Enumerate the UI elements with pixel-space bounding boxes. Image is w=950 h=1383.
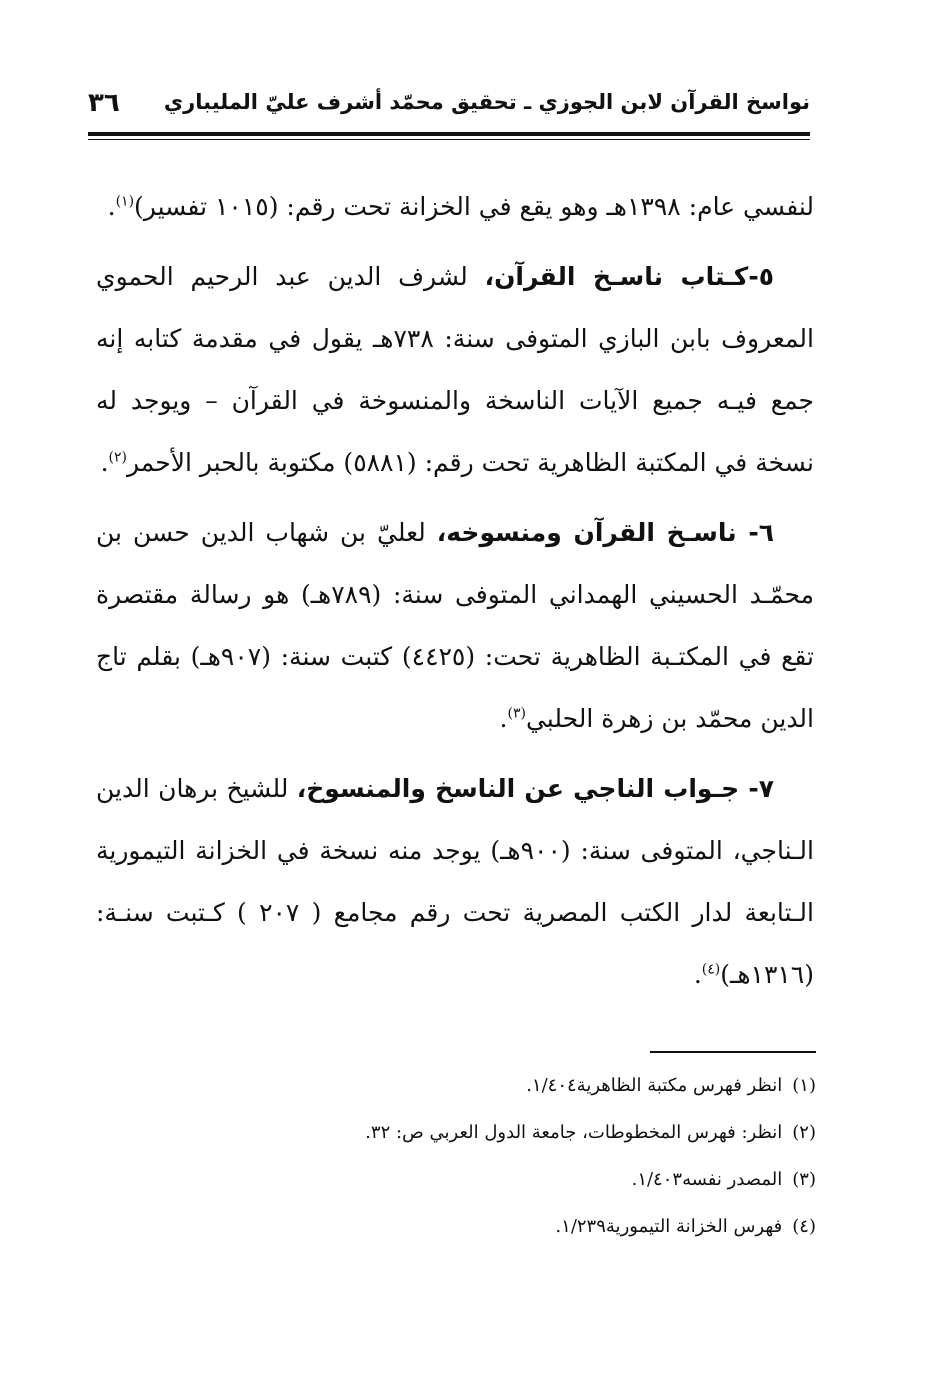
paragraph-3-end: . xyxy=(499,704,508,733)
paragraph-4 xyxy=(96,758,814,1006)
paragraph-2 xyxy=(96,246,814,494)
paragraph-3-lead: ٦- ناسـخ القرآن ومنسوخه، xyxy=(436,518,774,547)
footnote-separator xyxy=(650,1051,816,1053)
paragraph-2-text: لشرف الدين عبد الرحيم الحموي المعروف بابن البازي المتوفى سنة: ٧٣٨هـ يقول في مقدمة كتابه إنه جمع فيـه جميع الآيات الناسخة والمنسوخة في القرآن – ويوجد له نسخة في المكتبة الظاهرية تحت رقم: (٥٨٨١) مكتوبة بالحبر الأحمر xyxy=(96,262,814,477)
footnote-3-text: المصدر نفسه١/٤٠٣. xyxy=(631,1169,783,1190)
footnote-4 xyxy=(96,1203,816,1250)
body-text xyxy=(96,176,814,1014)
paragraph-2-end: . xyxy=(100,448,109,477)
paragraph-4-lead: ٧- جـواب الناجي عن الناسخ والمنسوخ، xyxy=(296,774,774,803)
footnote-1-number: (١) xyxy=(792,1075,816,1096)
header-rule-thick xyxy=(88,132,810,136)
footnote-4-number: (٤) xyxy=(792,1216,816,1237)
paragraph-2-lead: ٥-كـتاب ناسـخ القرآن، xyxy=(484,262,774,291)
running-header xyxy=(88,86,810,130)
footnote-2 xyxy=(96,1109,816,1156)
paragraph-1 xyxy=(96,176,814,238)
footnote-1-text: انظر فهرس مكتبة الظاهرية١/٤٠٤. xyxy=(526,1075,783,1096)
footnotes xyxy=(96,1062,816,1250)
footnote-4-text: فهرس الخزانة التيمورية١/٢٣٩. xyxy=(555,1216,783,1237)
paragraph-3-note: (٣) xyxy=(507,705,526,722)
paragraph-3 xyxy=(96,502,814,750)
footnote-3 xyxy=(96,1156,816,1203)
paragraph-1-end: . xyxy=(107,192,116,221)
paragraph-1-text: لنفسي عام: ١٣٩٨هـ وهو يقع في الخزانة تحت رقم: (١٠١٥ تفسير) xyxy=(134,192,814,221)
footnote-2-number: (٢) xyxy=(792,1122,816,1143)
footnote-1 xyxy=(96,1062,816,1109)
header-title: نواسخ القرآن لابن الجوزي ـ تحقيق محمّد أشرف عليّ المليباري xyxy=(163,90,810,114)
paragraph-2-note: (٢) xyxy=(108,449,127,466)
header-rule-thin xyxy=(88,139,810,140)
page-number: ٣٦ xyxy=(88,88,120,118)
footnote-3-number: (٣) xyxy=(792,1169,816,1190)
paragraph-3-text: لعليّ بن شهاب الدين حسن بن محمّـد الحسيني الهمداني المتوفى سنة: (٧٨٩هـ) هو رسالة مقتصرة تقع في المكتـبة الظاهرية تحت: (٤٤٢٥) كتبت سنة: (٩٠٧هـ) بقلم تاج الدين محمّد بن زهرة الحلبي xyxy=(96,518,815,733)
paragraph-4-note: (٤) xyxy=(701,961,721,978)
paragraph-4-text: للشيخ برهان الدين الـناجي، المتوفى سنة: (٩٠٠هـ) يوجد منه نسخة في الخزانة التيمورية الـتابعة لدار الكتب المصرية تحت رقم مجامع ( ٢٠٧ ) كـتبت سنـة: (١٣١٦هـ) xyxy=(96,774,814,989)
paragraph-4-end: . xyxy=(693,960,702,989)
footnote-2-text: انظر: فهرس المخطوطات، جامعة الدول العربي ص: ٣٢. xyxy=(365,1122,783,1143)
paragraph-1-note: (١) xyxy=(115,193,135,210)
